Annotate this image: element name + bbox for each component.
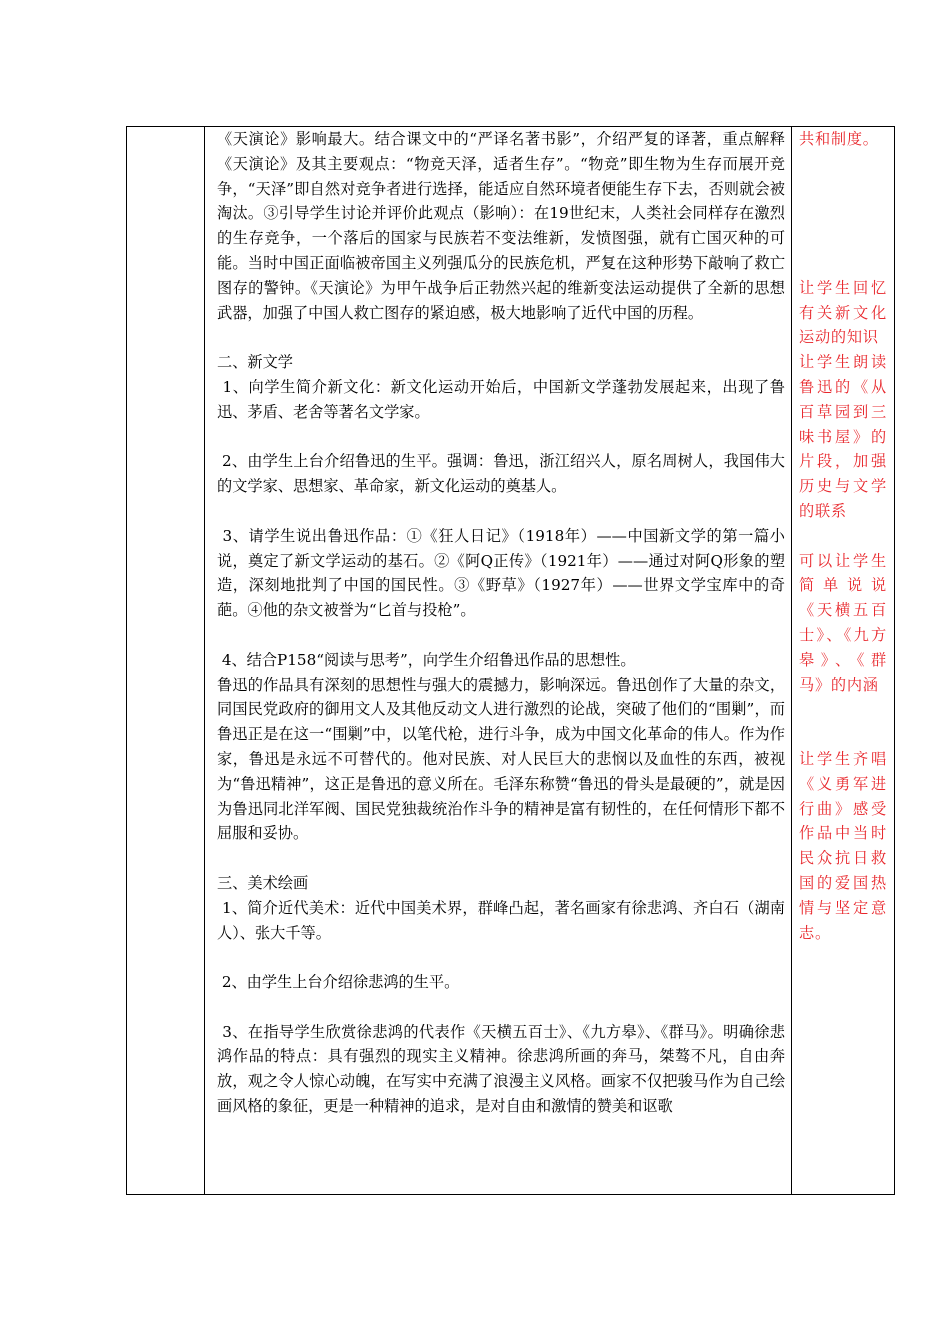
lesson-content-column (217, 127, 785, 1119)
column-divider-right (791, 127, 792, 1194)
column-divider-left (204, 127, 205, 1194)
item-luxun-thought: 4、结合P158“阅读与思考”，向学生介绍鲁迅作品的思想性。 (217, 650, 636, 669)
lesson-table (126, 126, 895, 1195)
teaching-notes-column (799, 127, 887, 945)
paragraph-luxun-thought: 鲁迅的作品具有深刻的思想性与强大的震撼力，影响深远。鲁迅创作了大量的杂文，同国民党政府的御用文人及其他反动文人进行激烈的论战，突破了他们的“围剿”，而鲁迅正是在这一“围剿”中，以笔代枪，进行斗争，成为中国文化革命的伟人。作为作家，鲁迅是永远不可替代的。他对民族、对人民巨大的悲悯以及血性的东西，被视为“鲁迅精神”，这正是鲁迅的意义所在。毛泽东称赞“鲁迅的骨头是最硬的”，就是因为鲁迅同北洋军阀、国民党独裁统治作斗争的精神是富有韧性的，在任何情形下都不屈服和妥协。 (217, 675, 785, 843)
note-read-luxun: 让学生朗读鲁迅的《从百草园到三味书屋》的片段，加强历史与文学的联系 (799, 353, 887, 520)
heading-fine-arts: 三、美术绘画 (217, 873, 309, 892)
item-xubeihong-biography: 2、由学生上台介绍徐悲鸿的生平。 (217, 973, 460, 992)
note-sing-anthem: 让学生齐唱《义勇军进行曲》感受作品中当时民众抗日救国的爱国热情与坚定意志。 (799, 749, 887, 942)
item-luxun-biography: 2、由学生上台介绍鲁迅的生平。强调：鲁迅，浙江绍兴人，原名周树人，我国伟大的文学家、思想家、革命家，新文化运动的奠基人。 (217, 452, 785, 496)
note-republic-system: 共和制度。 (799, 130, 879, 148)
item-xubeihong-works: 3、在指导学生欣赏徐悲鸿的代表作《天横五百士》、《九方皋》、《群马》。明确徐悲鸿作品的特点：具有强烈的现实主义精神。徐悲鸿所画的奔马，桀骜不凡，自由奔放，观之令人惊心动魄，在写实中充满了浪漫主义风格。画家不仅把骏马作为自己绘画风格的象征，更是一种精神的追求，是对自由和激情的赞美和讴歌 (217, 1022, 785, 1116)
note-discuss-paintings: 可以让学生简单说说《天横五百士》、《九方皋》、《群马》的内涵 (799, 551, 887, 694)
item-luxun-works: 3、请学生说出鲁迅作品：①《狂人日记》（1918年）——中国新文学的第一篇小说，奠定了新文学运动的基石。②《阿Q正传》（1921年）——通过对阿Q形象的塑造，深刻地批判了中国的国民性。③《野草》（1927年）——世界文学宝库中的奇葩。④他的杂文被誉为“匕首与投枪”。 (217, 526, 786, 620)
heading-new-literature: 二、新文学 (217, 353, 293, 372)
paragraph-tianyanlun: 《天演论》影响最大。结合课文中的“严译名著书影”，介绍严复的译著，重点解释《天演论》及其主要观点：“物竞天泽，适者生存”。“物竞”即生物为生存而展开竞争，“天泽”即自然对竞争者进行选择，能适应自然环境者便能生存下去，否则就会被淘汰。③引导学生讨论并评价此观点（影响）：在19世纪末，人类社会同样存在激烈的生存竞争，一个落后的国家与民族若不变法维新，发愤图强，就有亡国灭种的可能。当时中国正面临被帝国主义列强瓜分的民族危机，严复在这种形势下敲响了救亡图存的警钟。《天演论》为甲午战争后正勃然兴起的维新变法运动提供了全新的思想武器，加强了中国人救亡图存的紧迫感，极大地影响了近代中国的历程。 (217, 130, 785, 322)
item-new-culture-intro: 1、向学生简介新文化：新文化运动开始后，中国新文学蓬勃发展起来，出现了鲁迅、茅盾、老舍等著名文学家。 (217, 377, 785, 421)
item-modern-art-intro: 1、简介近代美术：近代中国美术界，群峰凸起，著名画家有徐悲鸿、齐白石（湖南人）、张大千等。 (217, 898, 785, 942)
note-recall-new-culture: 让学生回忆有关新文化运动的知识 (799, 278, 887, 347)
